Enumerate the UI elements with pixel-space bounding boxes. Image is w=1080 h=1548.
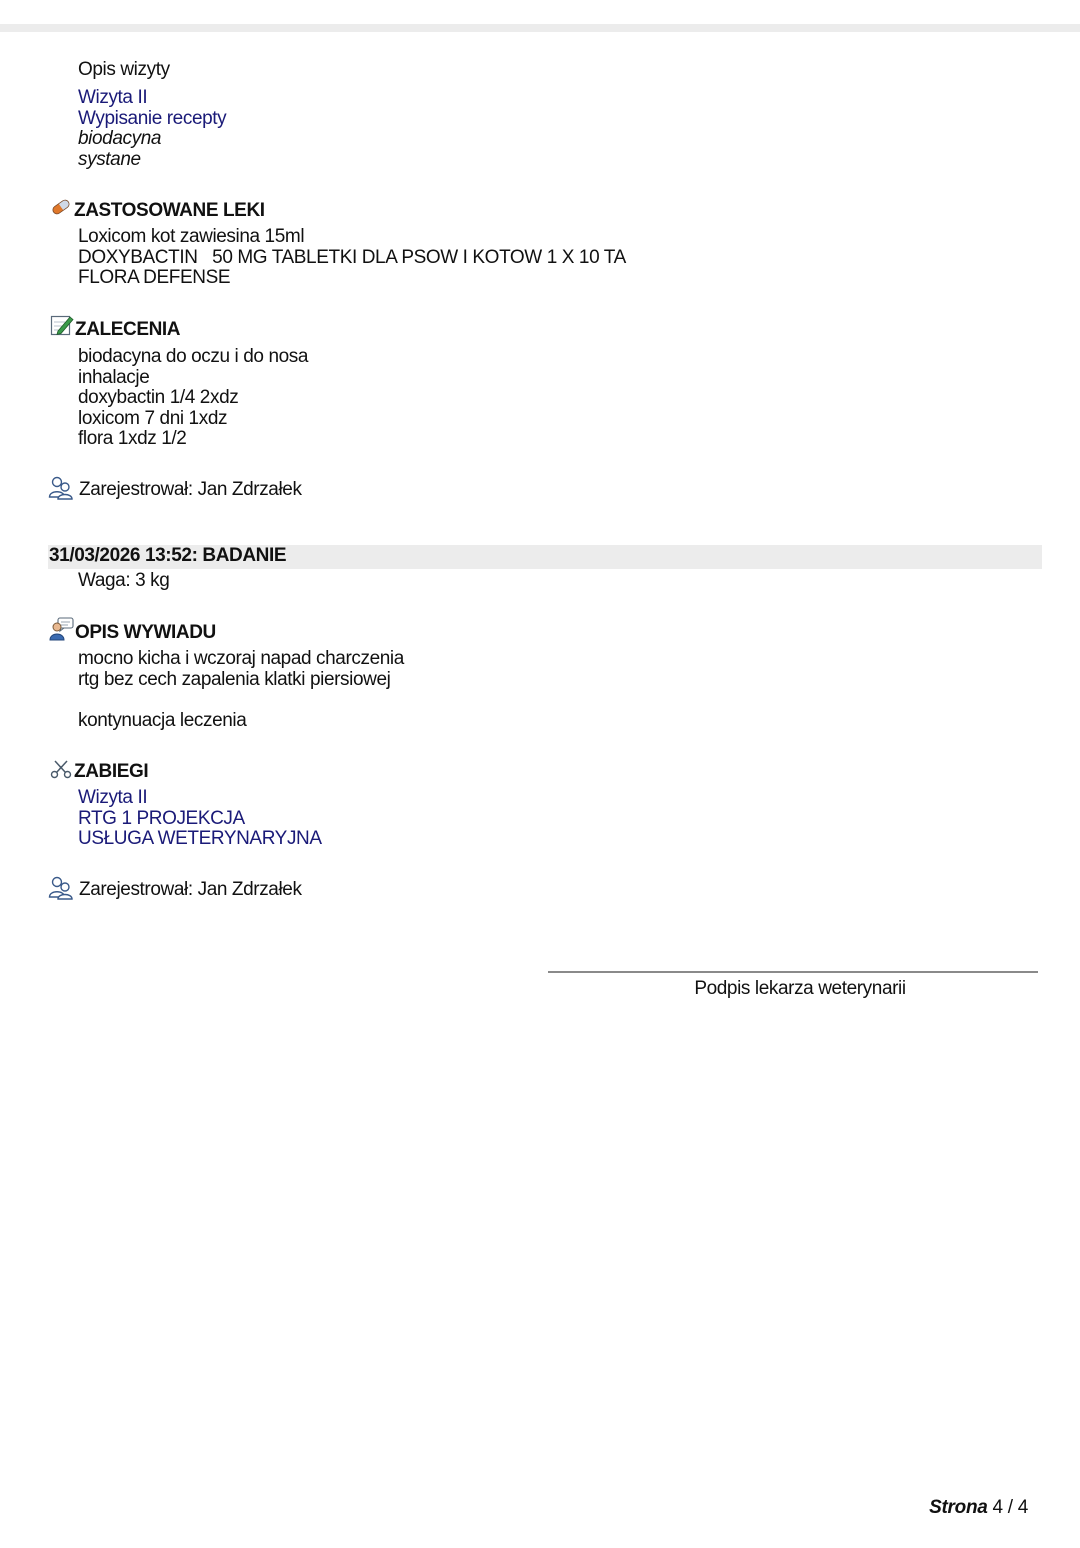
top-margin [0,0,1080,24]
visit-item: Wizyta II [78,87,148,108]
recommendation-item: inhalacje [78,366,150,388]
signature-line [548,971,1038,973]
medication-item: FLORA DEFENSE [78,267,231,288]
page-label: Strona [929,1497,988,1518]
visit-description-list [78,88,226,170]
visit-item: systane [78,148,141,170]
signature-label: Podpis lekarza weterynarii [694,978,906,999]
procedures-list [78,788,322,850]
medication-item: DOXYBACTIN 50 MG TABLETKI DLA PSOW I KOTOW 1 X 10 TA [78,246,626,268]
pill-icon [50,198,72,216]
interview-line: rtg bez cech zapalenia klatki piersiowej [78,668,391,690]
visit-item: Wypisanie recepty [78,107,227,129]
exam-weight: Waga: 3 kg [78,570,170,591]
medication-item: Loxicom kot zawiesina 15ml [78,226,305,247]
procedure-item: Wizyta II [78,787,148,808]
page-number [929,1497,1028,1519]
procedure-item: USŁUGA WETERYNARYJNA [78,828,322,849]
notepad-edit-icon [50,313,74,337]
recommendation-item: biodacyna do oczu i do nosa [78,346,309,367]
registered-by: Zarejestrował: Jan Zdrzałek [79,879,302,900]
medications-list [78,227,626,289]
interview-line: mocno kicha i wczoraj napad charczenia [78,648,404,669]
page-total: 4 [1017,1497,1028,1518]
interview-heading: OPIS WYWIADU [75,622,216,643]
top-divider [0,24,1080,32]
interview-icon [49,617,75,641]
recommendations-heading: ZALECENIA [75,319,181,340]
exam-header: 31/03/2026 13:52: BADANIE [49,545,287,566]
interview-continuation: kontynuacja leczenia [78,710,247,731]
scissors-icon [50,759,72,779]
recommendation-item: doxybactin 1/4 2xdz [78,387,239,408]
page-separator: / [1002,1497,1018,1518]
interview-lines [78,649,404,690]
users-icon [48,876,74,900]
users-icon [48,476,74,500]
recommendations-list [78,347,308,450]
recommendation-item: loxicom 7 dni 1xdz [78,407,228,429]
recommendation-item: flora 1xdz 1/2 [78,428,187,449]
visit-item: biodacyna [78,128,162,149]
registered-by: Zarejestrował: Jan Zdrzałek [79,479,302,500]
visit-description-label: Opis wizyty [78,59,170,80]
procedure-item: RTG 1 PROJEKCJA [78,807,245,829]
medications-heading: ZASTOSOWANE LEKI [74,200,265,221]
procedures-heading: ZABIEGI [74,761,149,782]
page-current: 4 [992,1497,1003,1518]
